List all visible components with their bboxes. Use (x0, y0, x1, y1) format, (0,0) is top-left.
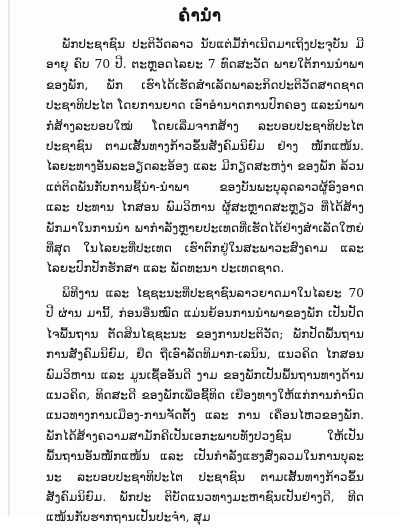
page-edge-shadow (8, 0, 10, 516)
paragraph-1: ພັກປະຊາຊົນ ປະຕິວັດລາວ ນັບແຕ່ມື້ກໍາເນີດມາເຖິງປະຈຸບັນ ມີອາຍຸ ຄົບ 70 ປີ. ຕະຫຼອດໄລຍະ 7 ທົດສະວັດ ພາຍໃຕ້ການນໍາພາຂອງພັກ, ພັກ ເຮົາໄດ້ເຮັດສໍາເລັດພາລະກິດປະຕິວັດສາດຊາດປະຊາທິປະໄຕ ໂດຍການຍາດ ເອົາອໍານາດການປົກຄອງ ແລະນໍາພາກໍ່ສ້າງລະບອບໃໝ່ ໂດຍເລີ່ມຈາກສ້າງ ລະບອບປະຊາທິປະໄຕ ປະຊາຊົນ ຕາມເສັ້ນທາງກ້າວຂຶ້ນສັງຄົມນິຍົມ ຢ່າງ ໜັກແໜ້ນ. ໄລຍະທາງອັນລະອຽດລະອ້ອງ ແລະ ມີກຽດສະຫງ່າ ຂອງພັກ ລ້ວນແຕ່ຕິດພັນກັບການຊີ້ນໍາ-ນໍາພາ ຂອງບັນພະບຸລຸດລາວຜູ້ອົງອາດ ແລະ ປະທານ ໄກສອນ ພົມວິຫານ ຜູ້ສະຫຼາດສະຫຼຽວ ທີ່ໄດ້ສ້າງພັກມາໃນການນໍາ ພາກໍາລັງຫຼາຍປະເທດທີ່ເຮັດໄດ້ຢ່າງສໍາເລັດໃຫຍ່ທີ່ສຸດ ໃນໄລຍະທີ່ປະເທດ ເຮົາຕົກຢູ່ໃນສະພາວະສົງຄາມ ແລະ ໄລຍະປົກປັກຮັກສາ ແລະ ພັດທະນາ ປະເທດຊາດ. (46, 37, 364, 276)
page-title: ຄໍານໍາ (178, 6, 222, 26)
paragraph-2: ພິທີງານ ແລະ ໄຊຊະນະທີ່ປະຊາຊົນລາວຍາດມາໃນໄລຍະ 70 ປີ ຜ່ານ ມານີ້, ກ່ອນອື່ນໝົດ ແມ່ນຍ້ອນການນໍາພາຂອງພັກ ເປັນປັດໄຈພື້ນຖານ ຕັດສິນໄຊຊະນະ ຂອງການປະຕິວັດ; ພັກປັດພື້ນຖານການສັງຄົມນິຍົມ, ຢຶດ ຖືເອົາລັດທິມາກ-ເລນິນ, ແນວຄິດ ໄກສອນ ພົມວິຫານ ແລະ ມູນເຊື້ອອັນດີ ງາມ ຂອງພັກເປັນພື້ນຖານທາງດ້ານແນວຄິດ, ທິດສະດີ ຂອງພັກເພື່ອຊີ້ທິດ ເຍືອງທາງໃຫ້ແກ່ການກໍານົດແນວທາງການເມືອງ-ການຈັດຕັ້ງ ແລະ ການ ເຄື່ອນໄຫວຂອງພັກ. ພັກໄດ້ສ້າງຄວາມສາມັກຄີເປັນເອກະພາບທັງປວງຊົນ ໃຫ້ເປັນພື້ນຖານອັນໜັກແໜ້ນ ແລະ ເປັນກໍາລັງແຮງສົ່ງລວມໃນການບຸລະນະ ລະບອບປະຊາທິປະໄຕ ປະຊາຊົນ ຕາມເສັ້ນທາງກ້າວຂຶ້ນສັງຄົມນິຍົມ. ພັກປະ ຕິບັດແນວທາງມະຫາຊົນເປັນຢ່າງດີ, ທີດແໜ້ນກັບຮາກຖານເປັນປະຈໍາ, ສຸມ (46, 285, 364, 525)
document-body (46, 34, 364, 528)
